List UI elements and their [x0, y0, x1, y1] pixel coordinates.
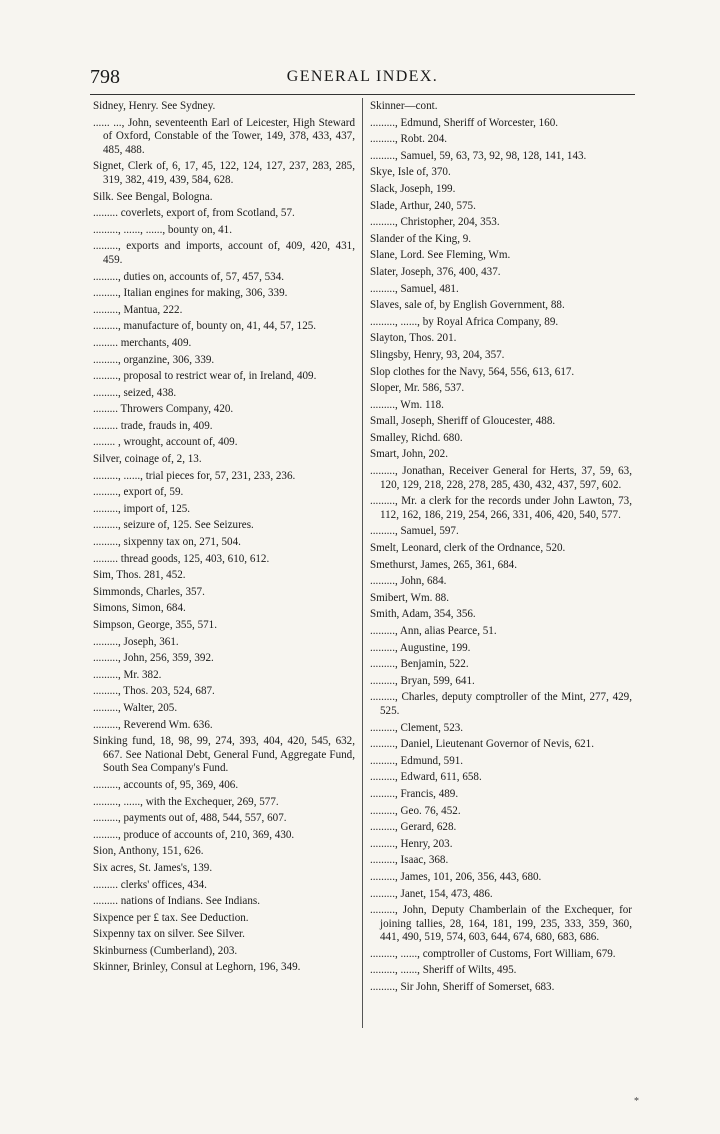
index-entry: Signet, Clerk of, 6, 17, 45, 122, 124, 127, 237, 283, 285, 319, 382, 419, 439, 584, 628.: [93, 160, 355, 186]
header-rule: [90, 94, 635, 95]
index-entry: ........., Gerard, 628.: [370, 821, 457, 834]
index-entry: ........., sixpenny tax on, 271, 504.: [93, 536, 241, 549]
index-entry: ......... trade, frauds in, 409.: [93, 419, 213, 432]
index-entry: ........., Charles, deputy comptroller of the Mint, 277, 429, 525.: [370, 691, 632, 717]
page-header: [90, 66, 635, 88]
index-entry: ........., exports and imports, account of, 409, 420, 431, 459.: [93, 240, 355, 266]
index-entry: Sloper, Mr. 586, 537.: [370, 382, 465, 395]
index-entry: Slade, Arthur, 240, 575.: [370, 199, 476, 212]
footer-mark: *: [634, 1096, 639, 1107]
index-entry: ......... Throwers Company, 420.: [93, 403, 234, 416]
index-entry: ........., Jonathan, Receiver General for Herts, 37, 59, 63, 120, 129, 218, 228, 278, 285, 430, 432, 437, 597, 602.: [370, 465, 632, 491]
index-entry: Sixpenny tax on silver. See Silver.: [93, 928, 245, 941]
index-entry: Slane, Lord. See Fleming, Wm.: [370, 249, 511, 262]
index-column-right: [370, 100, 632, 998]
index-entry: ........., Mr. a clerk for the records under John Lawton, 73, 112, 162, 186, 219, 254, 266, 331, 406, 420, 540, 577.: [370, 495, 632, 521]
index-entry: ........., proposal to restrict wear of, in Ireland, 409.: [93, 370, 317, 383]
index-entry: Sinking fund, 18, 98, 99, 274, 393, 404, 420, 545, 632, 667. See National Debt, General Fund, Aggregate Fund, South Sea Company's Fund.: [93, 735, 355, 775]
index-entry: ........., Walter, 205.: [93, 701, 178, 714]
index-entry: Smith, Adam, 354, 356.: [370, 608, 476, 621]
index-entry: ........., Ann, alias Pearce, 51.: [370, 625, 497, 637]
index-entry: ........., ......, trial pieces for, 57, 231, 233, 236.: [93, 469, 296, 482]
index-entry: ........., Henry, 203.: [370, 837, 453, 850]
index-entry: ......... coverlets, export of, from Scotland, 57.: [93, 207, 295, 220]
index-entry: Slater, Joseph, 376, 400, 437.: [370, 265, 501, 278]
index-entry: ........., Wm. 118.: [370, 398, 444, 411]
index-entry: ........., ......, with the Exchequer, 269, 577.: [93, 795, 279, 808]
index-entry: ........., Reverend Wm. 636.: [93, 718, 213, 731]
index-entry: Skinner—cont.: [370, 100, 438, 112]
index-entry: ........., Bryan, 599, 641.: [370, 674, 475, 687]
index-entry: ......... merchants, 409.: [93, 336, 192, 349]
index-entry: Skye, Isle of, 370.: [370, 166, 451, 179]
index-entry: ........., Augustine, 199.: [370, 641, 471, 654]
page-title: GENERAL INDEX.: [286, 68, 439, 85]
index-entry: ........., Samuel, 481.: [370, 282, 459, 295]
index-entry: ........., produce of accounts of, 210, 369, 430.: [93, 828, 295, 841]
index-entry: ........., Edward, 611, 658.: [370, 771, 482, 784]
index-entry: Sim, Thos. 281, 452.: [93, 569, 186, 582]
index-entry: ........., Thos. 203, 524, 687.: [93, 685, 215, 698]
index-entry: ........., Francis, 489.: [370, 787, 459, 800]
index-entry: ........., Edmund, 591.: [370, 754, 464, 767]
index-entry: ........ , wrought, account of, 409.: [93, 436, 238, 449]
index-entry: Skinner, Brinley, Consul at Leghorn, 196, 349.: [93, 961, 301, 974]
index-entry: ........., seizure of, 125. See Seizures.: [93, 519, 254, 532]
index-entry: Sixpence per £ tax. See Deduction.: [93, 911, 249, 924]
index-entry: Small, Joseph, Sheriff of Gloucester, 488.: [370, 415, 556, 428]
index-entry: Simmonds, Charles, 357.: [93, 585, 205, 598]
index-entry: Sidney, Henry. See Sydney.: [93, 100, 216, 112]
index-entry: ........., duties on, accounts of, 57, 457, 534.: [93, 270, 285, 283]
index-entry: ........., Daniel, Lieutenant Governor of Nevis, 621.: [370, 738, 594, 751]
index-entry: ......... thread goods, 125, 403, 610, 612.: [93, 552, 270, 565]
index-entry: ........., organzine, 306, 339.: [93, 353, 215, 366]
index-entry: Skinburness (Cumberland), 203.: [93, 944, 238, 957]
index-entry: ........., Benjamin, 522.: [370, 658, 469, 671]
index-entry: ........., Samuel, 597.: [370, 525, 459, 538]
index-entry: ........., Italian engines for making, 306, 339.: [93, 287, 288, 300]
index-entry: ........., Edmund, Sheriff of Worcester, 160.: [370, 116, 559, 129]
page-number: 798: [90, 66, 120, 88]
index-entry: Simons, Simon, 684.: [93, 602, 186, 615]
index-entry: ......... nations of Indians. See Indians.: [93, 895, 260, 908]
index-entry: ........., export of, 59.: [93, 486, 184, 499]
index-entry: ........., James, 101, 206, 356, 443, 680.: [370, 870, 542, 883]
index-entry: Slop clothes for the Navy, 564, 556, 613, 617.: [370, 365, 575, 378]
index-entry: Slaves, sale of, by English Government, 88.: [370, 299, 565, 312]
index-entry: ........., manufacture of, bounty on, 41, 44, 57, 125.: [93, 320, 317, 333]
index-entry: ........., ......, comptroller of Customs, Fort William, 679.: [370, 947, 616, 960]
index-entry: Slayton, Thos. 201.: [370, 332, 457, 345]
index-entry: Smart, John, 202.: [370, 448, 448, 461]
index-entry: ........., Clement, 523.: [370, 721, 464, 734]
index-entry: ...... ..., John, seventeenth Earl of Leicester, High Steward of Oxford, Constable of the Tower, 149, 378, 433, 437, 485, 488.: [93, 116, 355, 156]
index-entry: Smalley, Richd. 680.: [370, 431, 463, 444]
index-entry: Simpson, George, 355, 571.: [93, 619, 217, 631]
index-entry: ........., ......, by Royal Africa Company, 89.: [370, 315, 559, 328]
index-entry: ........., payments out of, 488, 544, 557, 607.: [93, 812, 287, 825]
index-entry: Slander of the King, 9.: [370, 232, 472, 245]
index-entry: ........., import of, 125.: [93, 502, 191, 515]
index-entry: ........., Samuel, 59, 63, 73, 92, 98, 128, 141, 143.: [370, 149, 587, 162]
index-entry: ........., seized, 438.: [93, 386, 177, 399]
index-entry: ........., Isaac, 368.: [370, 854, 449, 867]
index-entry: ........., John, 684.: [370, 575, 447, 588]
index-entry: Slack, Joseph, 199.: [370, 182, 456, 195]
index-entry: Smibert, Wm. 88.: [370, 591, 449, 604]
index-entry: Silver, coinage of, 2, 13.: [93, 453, 202, 466]
column-divider: [362, 98, 363, 1028]
index-entry: ......... clerks' offices, 434.: [93, 878, 207, 891]
index-entry: ........., ......, ......, bounty on, 41.: [93, 223, 232, 236]
index-entry: ........., Sir John, Sheriff of Somerset, 683.: [370, 981, 555, 994]
index-entry: ........., Geo. 76, 452.: [370, 804, 461, 817]
index-entry: Slingsby, Henry, 93, 204, 357.: [370, 348, 505, 361]
index-entry: ........., John, 256, 359, 392.: [93, 652, 214, 665]
index-entry: ........., Mantua, 222.: [93, 303, 183, 316]
index-entry: Six acres, St. James's, 139.: [93, 861, 213, 874]
index-entry: ........., ......, Sheriff of Wilts, 495.: [370, 964, 517, 977]
index-entry: ........., Janet, 154, 473, 486.: [370, 887, 493, 900]
index-entry: Sion, Anthony, 151, 626.: [93, 845, 204, 858]
index-entry: ........., Christopher, 204, 353.: [370, 216, 500, 229]
index-entry: ........., accounts of, 95, 369, 406.: [93, 778, 239, 791]
index-column-left: [93, 100, 355, 978]
index-entry: Smelt, Leonard, clerk of the Ordnance, 520.: [370, 542, 566, 555]
index-entry: ........., Mr. 382.: [93, 668, 162, 681]
index-entry: ........., Robt. 204.: [370, 133, 448, 146]
index-entry: ........., John, Deputy Chamberlain of the Exchequer, for joining tallies, 28, 164, 181, 199, 235, 333, 359, 360, 441, 490, 519, 574, 603, 644, 674, 680, 683, 686.: [370, 904, 632, 944]
index-entry: Smethurst, James, 265, 361, 684.: [370, 558, 517, 571]
index-entry: ........., Joseph, 361.: [93, 635, 179, 648]
index-entry: Silk. See Bengal, Bologna.: [93, 190, 213, 203]
